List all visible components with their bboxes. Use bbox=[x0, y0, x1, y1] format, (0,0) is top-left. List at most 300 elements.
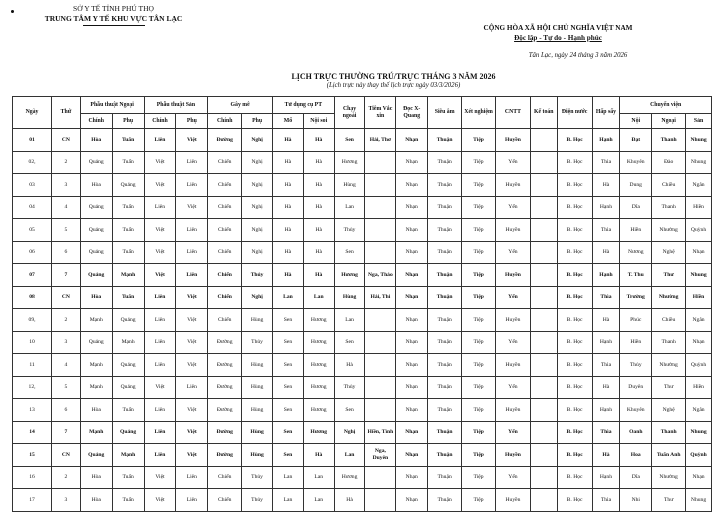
table-cell: 10 bbox=[13, 331, 52, 354]
table-cell: Nghị bbox=[242, 286, 273, 309]
table-cell: Tuấn bbox=[112, 489, 144, 512]
table-cell: Hạnh bbox=[592, 129, 620, 152]
table-cell: Nghị bbox=[242, 196, 273, 219]
table-cell: Tiệp bbox=[462, 241, 496, 264]
table-cell bbox=[530, 129, 557, 152]
table-cell: Quảng bbox=[80, 219, 112, 242]
table-cell: 09, bbox=[13, 309, 52, 332]
table-cell: Liên bbox=[144, 286, 176, 309]
table-cell: Dĩa bbox=[620, 196, 652, 219]
table-cell: Phúc bbox=[620, 309, 652, 332]
table-cell: Thuận bbox=[428, 264, 462, 287]
table-cell bbox=[530, 399, 557, 422]
table-cell: Hiền, Tình bbox=[365, 421, 396, 444]
col-tdcpt: Tử dụng cụ PT bbox=[273, 97, 335, 114]
table-cell: Thủy bbox=[242, 264, 273, 287]
table-cell: Liên bbox=[144, 354, 176, 377]
table-cell bbox=[365, 489, 396, 512]
table-cell: Hương bbox=[303, 399, 334, 422]
table-row bbox=[13, 151, 712, 174]
table-cell: Hà bbox=[592, 309, 620, 332]
table-cell: Nhạn bbox=[396, 241, 428, 264]
table-cell: Tiệp bbox=[462, 151, 496, 174]
table-cell: Chiều bbox=[652, 309, 686, 332]
table-cell: Sen bbox=[273, 331, 304, 354]
table-cell: Nhạn bbox=[686, 331, 712, 354]
table-cell bbox=[530, 309, 557, 332]
table-cell bbox=[365, 174, 396, 197]
table-cell: Trường bbox=[620, 286, 652, 309]
table-cell: Nga, Duyên bbox=[365, 444, 396, 467]
table-cell: Mạnh bbox=[112, 444, 144, 467]
table-cell: Việt bbox=[144, 241, 176, 264]
table-cell: Hạnh bbox=[592, 196, 620, 219]
table-row bbox=[13, 376, 712, 399]
table-cell: Đường bbox=[208, 444, 242, 467]
table-cell: Hùng bbox=[242, 399, 273, 422]
table-cell: Tuấn bbox=[112, 151, 144, 174]
col-sieu-am: Siêu âm bbox=[428, 97, 462, 129]
table-cell: 7 bbox=[52, 264, 81, 287]
col-hap-say: Hấp sấy bbox=[592, 97, 620, 129]
table-cell: Yến bbox=[495, 286, 530, 309]
duty-schedule-table bbox=[12, 96, 712, 512]
table-cell: 3 bbox=[52, 331, 81, 354]
table-cell bbox=[365, 331, 396, 354]
col-pt-san-chinh: Chính bbox=[144, 114, 176, 129]
table-cell: Chiến bbox=[208, 196, 242, 219]
table-cell: Việt bbox=[144, 264, 176, 287]
table-cell: Liên bbox=[176, 151, 208, 174]
table-cell: Quảng bbox=[112, 174, 144, 197]
table-cell: Hòa bbox=[80, 466, 112, 489]
table-cell: Hùng bbox=[242, 309, 273, 332]
table-cell: Mạnh bbox=[80, 421, 112, 444]
table-cell: Thanh bbox=[652, 331, 686, 354]
table-cell bbox=[365, 309, 396, 332]
table-cell bbox=[530, 444, 557, 467]
table-cell: Hà bbox=[273, 129, 304, 152]
table-cell: Quảng bbox=[80, 331, 112, 354]
table-cell: Thủy bbox=[242, 489, 273, 512]
table-cell: Việt bbox=[144, 489, 176, 512]
table-cell: Nhạn bbox=[396, 421, 428, 444]
table-cell bbox=[530, 196, 557, 219]
table-cell: Hương bbox=[303, 309, 334, 332]
table-cell: Ngân bbox=[686, 309, 712, 332]
table-cell: Quảng bbox=[112, 354, 144, 377]
table-cell: Lan bbox=[273, 489, 304, 512]
table-cell: Tiệp bbox=[462, 421, 496, 444]
table-row bbox=[13, 466, 712, 489]
table-row bbox=[13, 489, 712, 512]
table-cell: 7 bbox=[52, 421, 81, 444]
table-cell: Liên bbox=[144, 129, 176, 152]
table-cell: 5 bbox=[52, 376, 81, 399]
table-cell: Khuyên bbox=[620, 151, 652, 174]
agency-header bbox=[6, 4, 221, 26]
table-cell: Nhạn bbox=[396, 376, 428, 399]
table-row bbox=[13, 196, 712, 219]
table-cell: Hà bbox=[303, 219, 334, 242]
table-cell: Lan bbox=[303, 466, 334, 489]
table-cell: 2 bbox=[52, 466, 81, 489]
document-title: LỊCH TRỰC THƯỜNG TRÚ/TRỰC THÁNG 3 NĂM 2026 bbox=[291, 72, 496, 81]
table-cell: Việt bbox=[176, 354, 208, 377]
col-pt-ngoai-phu: Phụ bbox=[112, 114, 144, 129]
table-cell: Yến bbox=[495, 241, 530, 264]
table-cell: Ngân bbox=[686, 399, 712, 422]
table-cell: Dung bbox=[620, 174, 652, 197]
table-cell: B. Học bbox=[557, 489, 592, 512]
table-cell: Tiệp bbox=[462, 309, 496, 332]
table-cell: Nhung bbox=[686, 489, 712, 512]
table-cell bbox=[530, 241, 557, 264]
table-cell: Hùng bbox=[242, 444, 273, 467]
col-chuyen-vien-ngoai: Ngoại bbox=[652, 114, 686, 129]
table-cell: Quảng bbox=[80, 444, 112, 467]
table-cell bbox=[530, 489, 557, 512]
table-cell: Thuận bbox=[428, 466, 462, 489]
table-cell: Việt bbox=[144, 151, 176, 174]
table-cell: Hoa bbox=[620, 444, 652, 467]
table-cell: Việt bbox=[176, 399, 208, 422]
table-cell: 12, bbox=[13, 376, 52, 399]
agency-name: TRUNG TÂM Y TẾ KHU VỰC TÂN LẠC bbox=[44, 14, 183, 23]
table-cell: Hiền bbox=[620, 219, 652, 242]
table-cell: Liên bbox=[176, 219, 208, 242]
table-cell: Quỳnh bbox=[686, 444, 712, 467]
table-cell: Chiến bbox=[208, 151, 242, 174]
table-cell: Nghị bbox=[242, 129, 273, 152]
table-cell: Thuận bbox=[428, 174, 462, 197]
table-cell: 04 bbox=[13, 196, 52, 219]
table-cell: B. Học bbox=[557, 219, 592, 242]
table-cell: Hiền bbox=[686, 196, 712, 219]
table-row bbox=[13, 421, 712, 444]
table-cell: Quảng bbox=[80, 196, 112, 219]
table-cell: Nhạn bbox=[396, 489, 428, 512]
table-cell: Hùng bbox=[242, 421, 273, 444]
table-cell: Việt bbox=[144, 174, 176, 197]
col-ke-toan: Kế toán bbox=[530, 97, 557, 129]
table-cell: Tuấn bbox=[112, 466, 144, 489]
table-cell bbox=[530, 354, 557, 377]
table-cell: Thuận bbox=[428, 376, 462, 399]
table-cell: Hạnh bbox=[592, 399, 620, 422]
table-cell: Hương bbox=[303, 421, 334, 444]
table-cell: Sen bbox=[334, 331, 365, 354]
table-cell: CN bbox=[52, 129, 81, 152]
table-cell: Tuấn bbox=[112, 399, 144, 422]
table-cell: Thanh bbox=[652, 421, 686, 444]
table-cell: Hương bbox=[303, 354, 334, 377]
document-date: Tân Lạc, ngày 24 tháng 3 năm 2026 bbox=[528, 52, 628, 59]
table-cell: Đường bbox=[208, 129, 242, 152]
table-cell: Hải, Thơ bbox=[365, 129, 396, 152]
table-cell: 17 bbox=[13, 489, 52, 512]
table-cell: Thư bbox=[652, 489, 686, 512]
table-cell: B. Học bbox=[557, 466, 592, 489]
table-cell: Tiệp bbox=[462, 129, 496, 152]
table-cell bbox=[530, 466, 557, 489]
table-cell: 4 bbox=[52, 354, 81, 377]
table-cell: Thuận bbox=[428, 331, 462, 354]
table-cell: B. Học bbox=[557, 151, 592, 174]
table-cell: Hà bbox=[592, 444, 620, 467]
table-cell: Quỳnh bbox=[686, 354, 712, 377]
col-dien-nuoc: Điện nước bbox=[557, 97, 592, 129]
table-cell: Thuận bbox=[428, 421, 462, 444]
table-cell: Hiền bbox=[620, 331, 652, 354]
table-cell: Huyền bbox=[495, 309, 530, 332]
table-cell: Nhung bbox=[686, 129, 712, 152]
table-cell: Thuận bbox=[428, 129, 462, 152]
table-cell: Hòa bbox=[80, 489, 112, 512]
table-cell: B. Học bbox=[557, 241, 592, 264]
table-cell: Tiệp bbox=[462, 174, 496, 197]
table-cell: Tuấn bbox=[112, 129, 144, 152]
table-cell: Hà bbox=[303, 196, 334, 219]
table-cell: Nghị bbox=[334, 421, 365, 444]
table-cell: Sen bbox=[334, 129, 365, 152]
table-cell: Hà bbox=[273, 174, 304, 197]
col-doc-xquang: Đọc X-Quang bbox=[396, 97, 428, 129]
table-cell: Lan bbox=[334, 444, 365, 467]
table-cell: B. Học bbox=[557, 444, 592, 467]
col-thu: Thứ bbox=[52, 97, 81, 129]
col-gay-me: Gây mê bbox=[208, 97, 273, 114]
table-cell: Hòa bbox=[80, 174, 112, 197]
table-cell: Hùng bbox=[334, 174, 365, 197]
table-cell: Nhạn bbox=[396, 399, 428, 422]
table-cell: Sen bbox=[273, 376, 304, 399]
document-title-block bbox=[0, 72, 727, 89]
table-cell: Việt bbox=[144, 219, 176, 242]
table-cell: Nhạn bbox=[396, 444, 428, 467]
table-cell bbox=[365, 354, 396, 377]
table-cell: Liên bbox=[176, 174, 208, 197]
table-cell: Thủy bbox=[334, 219, 365, 242]
table-cell: Thuận bbox=[428, 399, 462, 422]
col-pt-san: Phẫu thuật Sản bbox=[144, 97, 208, 114]
table-cell: Hà bbox=[273, 219, 304, 242]
table-row bbox=[13, 286, 712, 309]
table-cell: Hiền bbox=[686, 376, 712, 399]
table-cell: Tiệp bbox=[462, 286, 496, 309]
table-cell: Mạnh bbox=[80, 376, 112, 399]
table-cell: 6 bbox=[52, 241, 81, 264]
table-cell: Hương bbox=[334, 151, 365, 174]
table-cell: Thuận bbox=[428, 309, 462, 332]
table-cell: Việt bbox=[176, 129, 208, 152]
table-cell: Chiến bbox=[208, 286, 242, 309]
table-cell: Lan bbox=[303, 286, 334, 309]
table-cell: Huyền bbox=[495, 489, 530, 512]
table-cell: Nhường bbox=[652, 286, 686, 309]
table-cell: Hùng bbox=[242, 376, 273, 399]
table-cell: Sen bbox=[273, 309, 304, 332]
table-cell: Yến bbox=[495, 376, 530, 399]
table-cell bbox=[530, 264, 557, 287]
table-cell: B. Học bbox=[557, 129, 592, 152]
table-cell: Thuận bbox=[428, 354, 462, 377]
col-chuyen-vien-san: Sản bbox=[686, 114, 712, 129]
table-cell: Nhạn bbox=[396, 466, 428, 489]
table-cell: Chiến bbox=[208, 241, 242, 264]
table-cell: Mạnh bbox=[112, 264, 144, 287]
table-cell: Hà bbox=[303, 174, 334, 197]
table-cell: 3 bbox=[52, 174, 81, 197]
agency-underline bbox=[83, 25, 145, 26]
table-cell: Chiến bbox=[208, 309, 242, 332]
table-cell: Liên bbox=[176, 489, 208, 512]
table-cell: B. Học bbox=[557, 309, 592, 332]
table-cell: Quảng bbox=[112, 376, 144, 399]
table-cell bbox=[365, 466, 396, 489]
table-cell: Tiệp bbox=[462, 264, 496, 287]
table-cell: 13 bbox=[13, 399, 52, 422]
table-cell: B. Học bbox=[557, 376, 592, 399]
col-gay-me-chinh: Chính bbox=[208, 114, 242, 129]
table-cell: Tiệp bbox=[462, 489, 496, 512]
table-cell: 05 bbox=[13, 219, 52, 242]
table-row bbox=[13, 129, 712, 152]
table-cell: 4 bbox=[52, 196, 81, 219]
table-cell: Hương bbox=[303, 331, 334, 354]
table-cell bbox=[365, 196, 396, 219]
table-cell: Huyền bbox=[495, 174, 530, 197]
table-cell: Quỳnh bbox=[686, 219, 712, 242]
table-cell: Huyền bbox=[495, 264, 530, 287]
table-cell: Thủy bbox=[242, 466, 273, 489]
table-cell: Mạnh bbox=[112, 331, 144, 354]
table-cell: Nhường bbox=[652, 219, 686, 242]
table-cell: Hiền bbox=[686, 286, 712, 309]
table-cell: Sen bbox=[334, 399, 365, 422]
table-cell: Nghị bbox=[242, 151, 273, 174]
table-cell: 2 bbox=[52, 309, 81, 332]
table-cell: Tiệp bbox=[462, 399, 496, 422]
table-cell: 15 bbox=[13, 444, 52, 467]
table-cell: Thuận bbox=[428, 196, 462, 219]
table-cell: Lan bbox=[273, 466, 304, 489]
table-cell: Nhung bbox=[686, 264, 712, 287]
table-cell: CN bbox=[52, 444, 81, 467]
table-cell: B. Học bbox=[557, 196, 592, 219]
table-cell: Quảng bbox=[112, 421, 144, 444]
table-cell: B. Học bbox=[557, 421, 592, 444]
table-cell: Liên bbox=[144, 421, 176, 444]
table-cell: Tiệp bbox=[462, 196, 496, 219]
table-cell: Lan bbox=[303, 489, 334, 512]
table-cell: Liên bbox=[144, 196, 176, 219]
table-cell: Quảng bbox=[80, 264, 112, 287]
table-cell: Việt bbox=[176, 196, 208, 219]
table-cell: Sen bbox=[273, 354, 304, 377]
table-cell: 01 bbox=[13, 129, 52, 152]
table-cell: Dĩa bbox=[620, 466, 652, 489]
table-cell: Tuấn bbox=[112, 286, 144, 309]
table-cell: Hà bbox=[303, 129, 334, 152]
table-cell: Sen bbox=[273, 399, 304, 422]
col-xet-nghiem: Xét nghiệm bbox=[462, 97, 496, 129]
col-tiem-vac-xin: Tiêm Vắc xin bbox=[365, 97, 396, 129]
table-row bbox=[13, 354, 712, 377]
table-cell: Thủy bbox=[620, 354, 652, 377]
table-cell: Quảng bbox=[80, 241, 112, 264]
table-cell: Ngân bbox=[686, 174, 712, 197]
table-cell: Yến bbox=[495, 421, 530, 444]
table-cell: Tiệp bbox=[462, 354, 496, 377]
table-cell: Nhạn bbox=[686, 241, 712, 264]
table-cell: Việt bbox=[144, 376, 176, 399]
col-chay-ngoai: Chạy ngoài bbox=[334, 97, 365, 129]
table-cell: Chiến bbox=[208, 264, 242, 287]
table-cell: 6 bbox=[52, 399, 81, 422]
table-cell: Nghị bbox=[242, 219, 273, 242]
national-motto: Độc lập - Tự do - Hạnh phúc bbox=[514, 34, 602, 42]
table-cell: 11 bbox=[13, 354, 52, 377]
table-cell bbox=[530, 331, 557, 354]
table-cell: Nhạn bbox=[396, 196, 428, 219]
table-cell: Yến bbox=[495, 466, 530, 489]
table-cell: Tuấn Anh bbox=[652, 444, 686, 467]
table-cell: Thuận bbox=[428, 241, 462, 264]
table-cell: 16 bbox=[13, 466, 52, 489]
table-cell: Nhung bbox=[686, 151, 712, 174]
table-cell: Hà bbox=[334, 354, 365, 377]
table-cell: B. Học bbox=[557, 399, 592, 422]
table-cell: Hà bbox=[273, 264, 304, 287]
table-cell: Nhạn bbox=[396, 331, 428, 354]
table-cell: Hà bbox=[592, 376, 620, 399]
table-cell: Thìa bbox=[592, 286, 620, 309]
table-cell: Nghị bbox=[242, 241, 273, 264]
col-cntt: CNTT bbox=[495, 97, 530, 129]
table-cell: B. Học bbox=[557, 354, 592, 377]
table-cell: Liên bbox=[176, 264, 208, 287]
table-cell: Thanh bbox=[652, 196, 686, 219]
table-cell: Việt bbox=[144, 466, 176, 489]
col-pt-ngoai: Phẫu thuật Ngoại bbox=[80, 97, 144, 114]
table-cell: Thuận bbox=[428, 489, 462, 512]
table-cell: Hòa bbox=[80, 399, 112, 422]
table-row bbox=[13, 399, 712, 422]
table-cell: Việt bbox=[176, 309, 208, 332]
table-cell: Việt bbox=[176, 421, 208, 444]
table-cell: Hương bbox=[334, 264, 365, 287]
table-cell: Hùng bbox=[242, 354, 273, 377]
table-cell bbox=[530, 286, 557, 309]
table-cell: Thìa bbox=[592, 489, 620, 512]
table-cell: Tiệp bbox=[462, 331, 496, 354]
table-cell: Liên bbox=[176, 466, 208, 489]
table-cell: Nhi bbox=[620, 489, 652, 512]
table-cell: Thư bbox=[652, 264, 686, 287]
table-cell: Liên bbox=[144, 444, 176, 467]
table-row bbox=[13, 444, 712, 467]
table-cell: Chiến bbox=[208, 219, 242, 242]
national-title: CỘNG HÒA XÃ HỘI CHỦ NGHĨA VIỆT NAM bbox=[483, 24, 633, 32]
table-cell bbox=[530, 174, 557, 197]
table-cell: B. Học bbox=[557, 331, 592, 354]
table-cell: Chiến bbox=[208, 466, 242, 489]
table-cell: Liên bbox=[176, 376, 208, 399]
table-cell: Thuận bbox=[428, 286, 462, 309]
table-cell: Thìa bbox=[592, 151, 620, 174]
table-cell: Sen bbox=[334, 241, 365, 264]
